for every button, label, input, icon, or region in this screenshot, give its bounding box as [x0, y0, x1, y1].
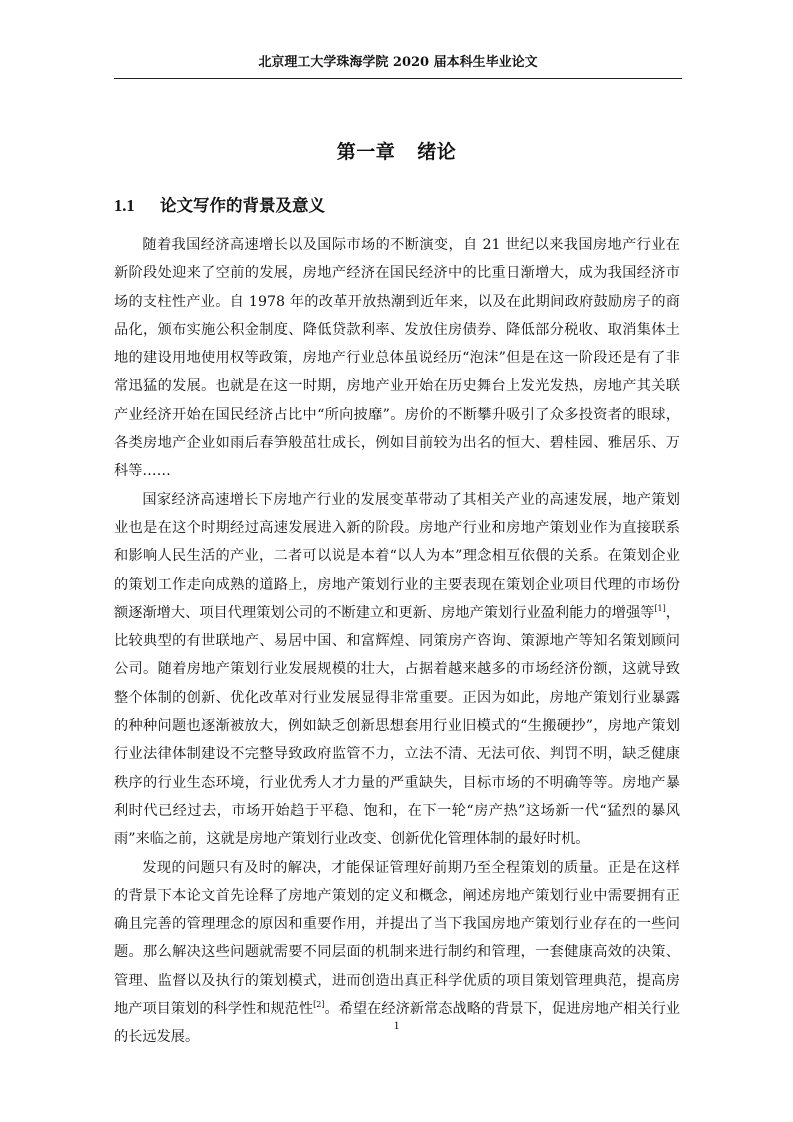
citation-ref-2[interactable]: [2] [313, 1000, 325, 1010]
section-title: 论文写作的背景及意义 [160, 196, 325, 215]
chapter-label: 第一章 [336, 141, 396, 163]
paragraph-3-part-a: 发现的问题只有及时的解决，才能保证管理好前期乃至全程策划的质量。正是在这样的背景下本论文首先诠释了房地产策划的定义和概念，阐述房地产策划行业中需要拥有正确且完善的管理理念的原因和重要作用，并提出了当下我国房地产策划行业存在的一些问题。那么解决这些问题就需要不同层面的机制来进行制约和管理，一套健康高效的决策、管理、监督以及执行的策划模式，进而创造出真正科学优质的项目策划管理典范，提高房地产项目策划的科学性和规范性 [114, 859, 680, 1018]
header-divider [114, 78, 682, 79]
paragraph-1: 随着我国经济高速增长以及国际市场的不断演变，自 21 世纪以来我国房地产行业在新阶段处迎来了空前的发展，房地产经济在国民经济中的比重日渐增大，成为我国经济市场的支柱性产业。自 1978 年的改革开放热潮到近年来，以及在此期间政府鼓励房子的商品化，颁布实施公积金制度、降低贷款利率、发放住房债券、降低部分税收、取消集体土地的建设用地使用权等政策，房地产行业总体虽说经历“泡沫”但是在这一阶段还是有了非常迅猛的发展。也就是在这一时期，房地产业开始在历史舞台上发光发热，房地产其关联产业经济开始在国民经济占比中“所向披靡”。房价的不断攀升吸引了众多投资者的眼球，各类房地产企业如雨后春笋般茁壮成长，例如目前较为出名的恒大、碧桂园、雅居乐、万科等…… [114, 237, 680, 480]
paragraph-2-part-b: ，比较典型的有世联地产、易居中国、和富辉煌、同策房产咨询、策源地产等知名策划顾问公司。随着房地产策划行业发展规模的壮大，占据着越来越多的市场经济份额，这就导致整个体制的创新、优化改革对行业发展显得非常重要。正因为如此，房地产策划行业暴露的种种问题也逐渐被放大，例如缺乏创新思想套用行业旧模式的“生搬硬抄”，房地产策划行业法律体制建设不完整导致政府监管不力，立法不清、无法可依、判罚不明，缺乏健康秩序的行业生态环境，行业优秀人才力量的严重缺失，目标市场的不明确等等。房地产暴利时代已经过去，市场开始趋于平稳、饱和，在下一轮“房产热”这场新一代“猛烈的暴风雨”来临之前，这就是房地产策划行业改变、创新优化管理体制的最好时机。 [114, 604, 680, 848]
section-heading [114, 193, 325, 219]
chapter-title [0, 137, 793, 164]
running-header: 北京理工大学珠海学院 2020 届本科生毕业论文 [258, 55, 538, 70]
chapter-name: 绪论 [417, 141, 457, 163]
section-number: 1.1 [114, 196, 135, 215]
paragraph-2 [114, 486, 680, 854]
paragraph-3-part-b: 。希望在经济新常态战略的背景下，促进房地产相关行业的长远发展。 [114, 1001, 680, 1046]
citation-ref-1[interactable]: [1] [654, 603, 666, 613]
page-number: 1 [393, 1018, 400, 1032]
paragraph-2-part-a: 国家经济高速增长下房地产行业的发展变革带动了其相关产业的高速发展，地产策划业也是在这个时期经过高速发展进入新的阶段。房地产行业和房地产策划业作为直接联系和影响人民生活的产业，二者可以说是本着“以人为本”理念相互依偎的关系。在策划企业的策划工作走向成熟的道路上，房地产策划行业的主要表现在策划企业项目代理的市场份额逐渐增大、项目代理策划公司的不断建立和更新、房地产策划行业盈利能力的增强等 [114, 491, 680, 621]
body-text [114, 231, 680, 1052]
